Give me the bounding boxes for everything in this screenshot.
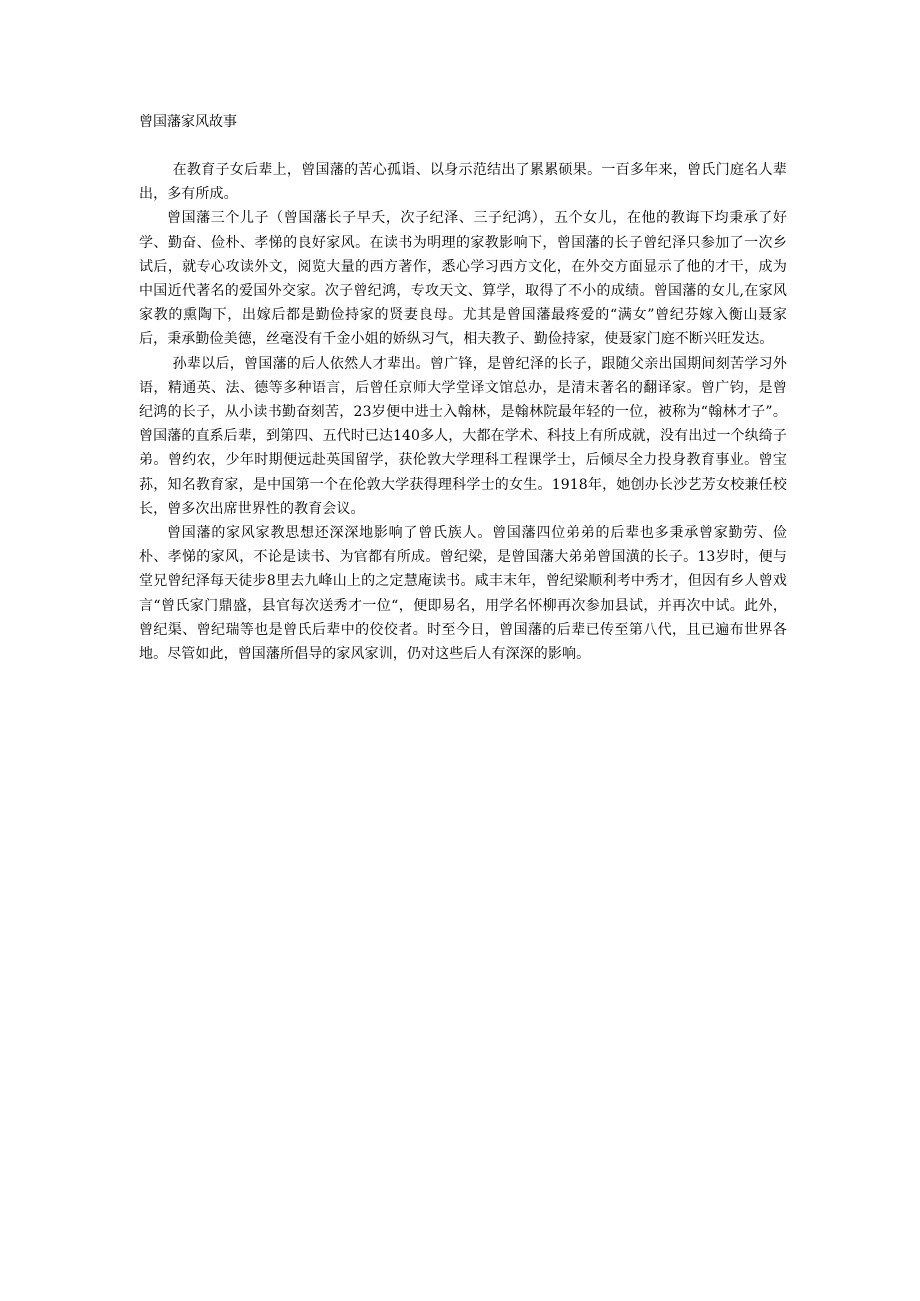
paragraph-2: 曾国藩三个儿子（曾国藩长子早夭，次子纪泽、三子纪鸿），五个女儿，在他的教诲下均秉承了好学、勤奋、俭朴、孝悌的良好家风。在读书为明理的家教影响下，曾国藩的长子曾纪泽只参加了一次乡试后，就专心攻读外文，阅览大量的西方著作，悉心学习西方文化，在外交方面显示了他的才干，成为中国近代著名的爱国外交家。次子曾纪鸿，专攻天文、算学，取得了不小的成绩。曾国藩的女儿,在家风家教的熏陶下，出嫁后都是勤俭持家的贤妻良母。尤其是曾国藩最疼爱的“满女”曾纪芬嫁入衡山聂家后，秉承勤俭美德，丝毫没有千金小姐的娇纵习气，相夫教子、勤俭持家，使聂家门庭不断兴旺发达。	[139, 210, 787, 348]
document-body	[139, 158, 787, 666]
paragraph-4: 曾国藩的家风家教思想还深深地影响了曾氏族人。曾国藩四位弟弟的后辈也多秉承曾家勤劳、俭朴、孝悌的家风，不论是读书、为官都有所成。曾纪梁，是曾国藩大弟弟曾国潢的长子。13岁时，便与堂兄曾纪泽每天徒步8里去九峰山上的之定慧庵读书。咸丰末年，曾纪梁顺利考中秀才，但因有乡人曾戏言“曾氏家门鼎盛，县官每次送秀才一位“，便即易名，用学名怀柳再次参加县试，并再次中试。此外，曾纪渠、曾纪瑞等也是曾氏后辈中的佼佼者。时至今日，曾国藩的后辈已传至第八代，且已遍布世界各地。尽管如此，曾国藩所倡导的家风家训，仍对这些后人有深深的影响。	[139, 525, 787, 663]
paragraph-1: 在教育子女后辈上，曾国藩的苦心孤诣、以身示范结出了累累硕果。一百多年来，曾氏门庭名人辈出，多有所成。	[139, 162, 787, 203]
document-title: 曾国藩家风故事	[139, 114, 237, 130]
paragraph-3: 孙辈以后，曾国藩的后人依然人才辈出。曾广锋，是曾纪泽的长子，跟随父亲出国期间刻苦学习外语，精通英、法、德等多种语言，后曾任京师大学堂译文馆总办，是清末著名的翻译家。曾广钧，是曾纪鸿的长子，从小读书勤奋刻苦，23岁便中进士入翰林，是翰林院最年轻的一位，被称为“翰林才子”。曾国藩的直系后辈，到第四、五代时已达140多人，大都在学术、科技上有所成就，没有出过一个纨绮子弟。曾约农，少年时期便远赴英国留学，获伦敦大学理科工程课学士，后倾尽全力投身教育事业。曾宝荪，知名教育家，是中国第一个在伦敦大学获得理科学士的女生。1918年，她创办长沙艺芳女校兼任校长，曾多次出席世界性的教育会议。	[139, 355, 787, 517]
